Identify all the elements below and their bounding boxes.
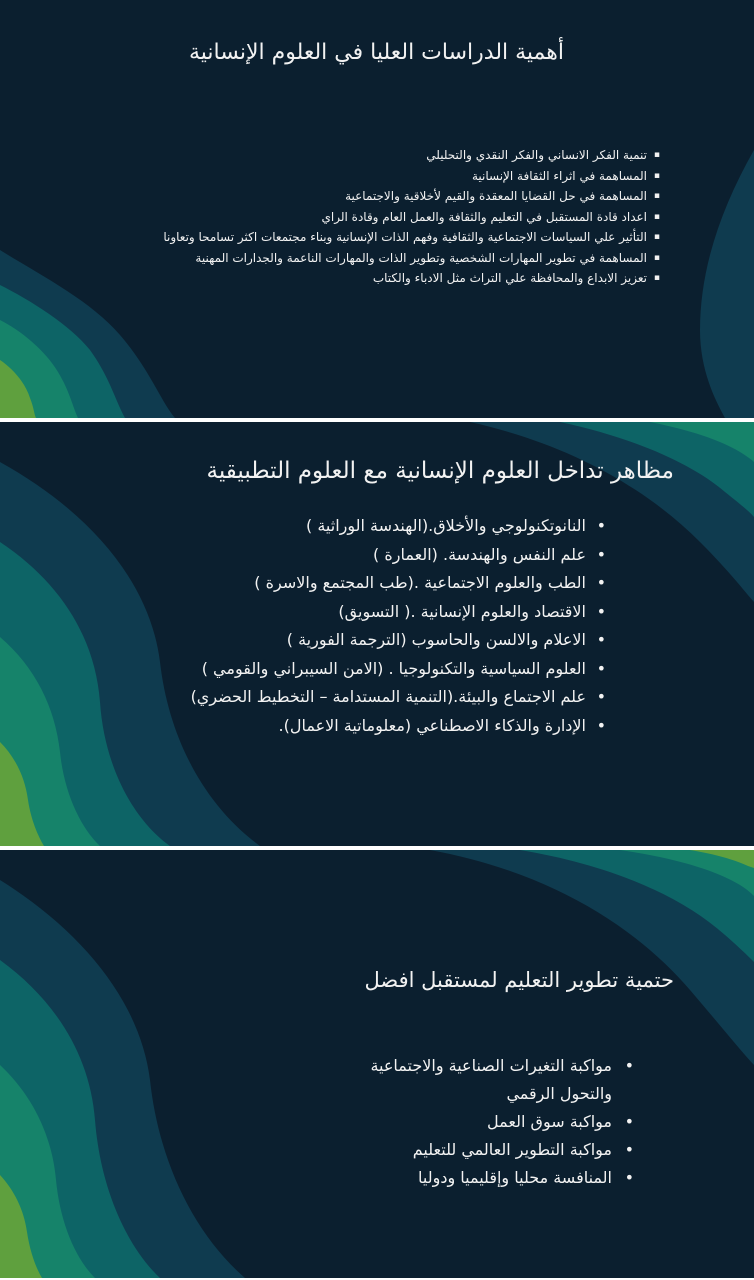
bullet-item: ▪ المساهمة في تطوير المهارات الشخصية وتطوير الذات والمهارات الناعمة والجدارات المهنية [163,248,660,269]
slide-3-bullet-list [370,1052,634,1192]
slide-2 [0,422,754,846]
bullet-item: ▪ اعداد قادة المستقبل في التعليم والثقافة والعمل العام وقادة الراي [163,207,660,228]
slide-3-title: حتمية تطوير التعليم لمستقبل افضل [364,968,674,992]
slide-3 [0,850,754,1278]
slide-2-bullet-list [191,512,606,740]
slide-1 [0,0,754,418]
slide-2-title: مظاهر تداخل العلوم الإنسانية مع العلوم التطبيقية [206,458,674,484]
bullet-item: • مواكبة سوق العمل [370,1108,634,1136]
bullet-item: • الاعلام والالسن والحاسوب (الترجمة الفورية ) [191,626,606,655]
bullet-item-line: والتحول الرقمي [506,1084,612,1103]
bullet-item: ▪ تنمية الفكر الانساني والفكر النقدي والتحليلي [163,145,660,166]
bullet-item: ▪ المساهمة في اثراء الثقافة الإنسانية [163,166,660,187]
bullet-item: • الاقتصاد والعلوم الإنسانية .( التسويق) [191,598,606,627]
bullet-item: • العلوم السياسية والتكنولوجيا . (الامن السيبراني والقومي ) [191,655,606,684]
wave-layer-dark-right [700,150,754,418]
bullet-item: • علم النفس والهندسة. (العمارة ) [191,541,606,570]
bullet-item: • المنافسة محليا وإقليميا ودوليا [370,1164,634,1192]
bullet-item: • الطب والعلوم الاجتماعية .(طب المجتمع والاسرة ) [191,569,606,598]
bullet-item: • علم الاجتماع والبيئة.(التنمية المستدامة – التخطيط الحضري) [191,683,606,712]
bullet-item: • مواكبة التطوير العالمي للتعليم [370,1136,634,1164]
bullet-item [370,1052,634,1108]
bullet-item: ▪ المساهمة في حل القضايا المعقدة والقيم لأخلاقية والاجتماعية [163,186,660,207]
bullet-item: • النانوتكنولوجي والأخلاق.(الهندسة الوراثية ) [191,512,606,541]
slide-1-bullet-list [163,145,660,289]
bullet-item: • الإدارة والذكاء الاصطناعي (معلوماتية الاعمال). [191,712,606,741]
slide-1-title: أهمية الدراسات العليا في العلوم الإنسانية [188,40,564,65]
bullet-item: ▪ تعزيز الابداع والمحافظة علي التراث مثل الادباء والكتاب [163,268,660,289]
bullet-item-line: • مواكبة التغيرات الصناعية والاجتماعية [370,1056,612,1075]
bullet-item: ▪ التأثير علي السياسات الاجتماعية والثقافية وفهم الذات الإنسانية وبناء مجتمعات اكثر تسامحا وتعاونا [163,227,660,248]
